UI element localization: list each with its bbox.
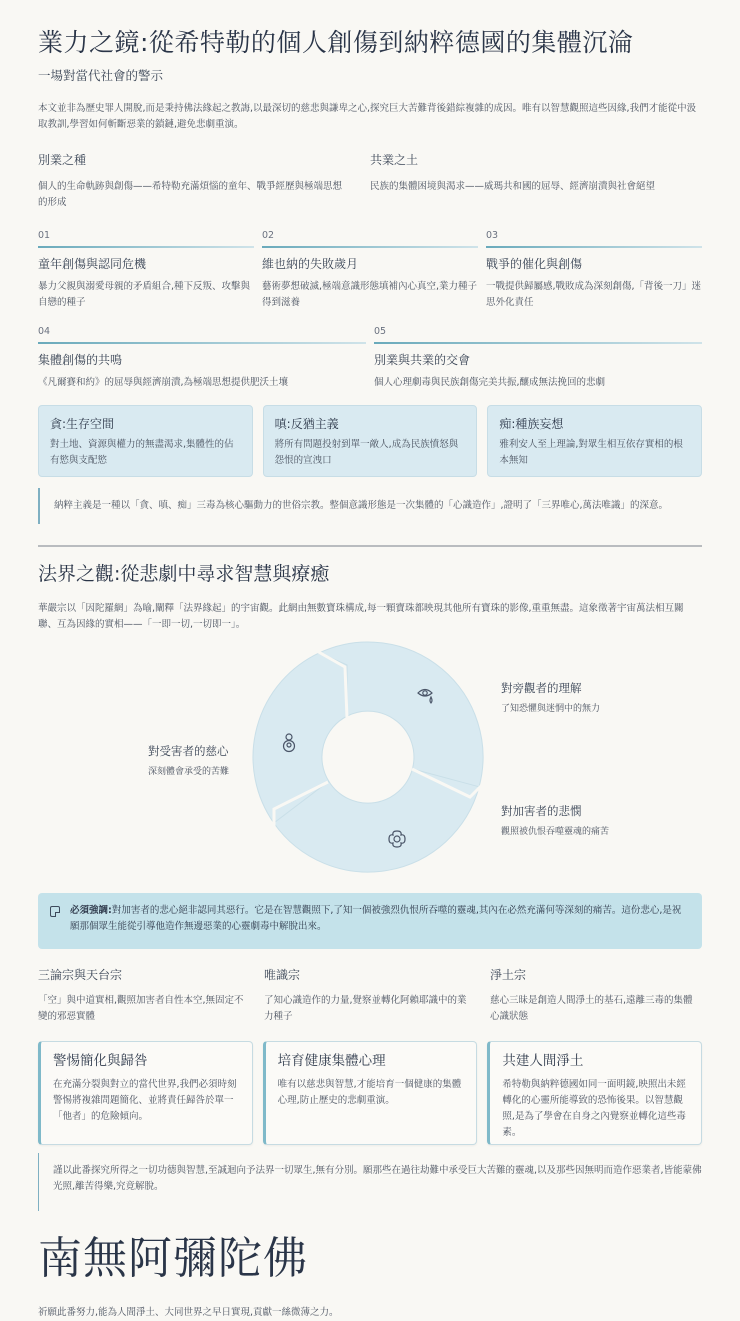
timeline-step: [486, 229, 702, 311]
step-divider: [38, 246, 254, 248]
section-divider: [38, 545, 702, 547]
poison-card-greed: [38, 405, 253, 477]
buddhist-schools: [38, 966, 702, 1025]
compassion-cycle-diagram: [38, 639, 702, 889]
timeline-row-2: [38, 325, 702, 391]
closing-prayer: 祈願此番努力,能為人間淨土、大同世界之早日實現,貢獻一絲微薄之力。: [38, 1307, 339, 1318]
page-subtitle: 一場對當代社會的警示: [38, 68, 164, 83]
timeline-step: [374, 325, 702, 391]
step-number: 05: [374, 326, 387, 337]
cycle-ring: [38, 639, 702, 889]
mother-child-icon: [280, 733, 298, 753]
step-title: 集體創傷的共鳴: [38, 353, 123, 367]
callout-text: [70, 903, 688, 939]
timeline-step: [262, 229, 478, 311]
step-title: 別業與共業的交會: [374, 353, 471, 367]
karma-text: 個人的生命軌跡與創傷——希特勒充滿煩惱的童年、戰爭經歷與極端思想的形成: [38, 181, 343, 208]
karma-title: 共業之土: [370, 153, 419, 167]
segment-text: 深刻體會承受的苦難: [148, 767, 230, 777]
poison-card-ignorance: [487, 405, 702, 477]
karma-collective: [370, 151, 702, 211]
school-item: [490, 966, 702, 1025]
school-item: [38, 966, 250, 1025]
note-icon: [50, 906, 60, 917]
poison-title: 嗔:反猶主義: [274, 417, 339, 431]
action-card: [38, 1041, 253, 1145]
poison-card-anger: [263, 405, 478, 477]
segment-text: 了知恐懼與迷惘中的無力: [501, 704, 601, 714]
step-number: 04: [38, 326, 51, 337]
eye-tear-icon: [416, 686, 438, 706]
timeline-step: [38, 229, 254, 311]
step-divider: [486, 246, 702, 248]
segment-label-victims: [148, 743, 229, 779]
segment-label-bystanders: [501, 680, 600, 716]
school-title: 唯識宗: [264, 968, 301, 982]
karma-types: [38, 151, 702, 211]
namo-amitabha-heading: 南無阿彌陀佛: [38, 1233, 308, 1284]
action-title: 培育健康集體心理: [277, 1053, 386, 1069]
action-title: 共建人間淨土: [502, 1053, 584, 1069]
section-intro: 華嚴宗以「因陀羅網」為喻,闡釋「法界緣起」的宇宙觀。此網由無數寶珠構成,每一顆寶珠都映現其他所有寶珠的影像,重重無盡。這象徵著宇宙萬法相互關聯、互為因緣的實相——「一即一切,一切即一」。: [38, 603, 684, 630]
action-card: [263, 1041, 478, 1145]
step-divider: [262, 246, 478, 248]
action-text: 希特勒與納粹德國如同一面明鏡,映照出未經轉化的心靈所能導致的恐怖後果。以智慧觀照,是為了學會在自身之內覺察並轉化這些毒素。: [502, 1079, 686, 1138]
callout-label: 必須強調:: [70, 905, 112, 916]
poison-text: 將所有問題投射到單一敵人,成為民族憤怒與怨恨的宣洩口: [274, 439, 459, 466]
poison-text: 雅利安人至上理論,對眾生相互依存實相的根本無知: [499, 439, 683, 466]
dedication-quote: 謹以此番探究所得之一切功德與智慧,至誠迴向予法界一切眾生,無有分別。願那些在過往劫難中承受巨大苦難的靈魂,以及那些因無明而造作惡業者,皆能蒙佛光照,離苦得樂,究竟解脫。: [38, 1153, 702, 1211]
action-text: 在充滿分裂與對立的當代世界,我們必須時刻警惕將複雜問題簡化、並將責任歸咎於單一「他者」的危險傾向。: [53, 1079, 237, 1122]
school-title: 淨土宗: [490, 968, 527, 982]
step-title: 戰爭的催化與創傷: [486, 257, 583, 271]
blockquote-ideology: 納粹主義是一種以「貪、嗔、痴」三毒為核心驅動力的世俗宗教。整個意識形態是一次集體的「心識造作」,證明了「三界唯心,萬法唯識」的深意。: [38, 488, 702, 524]
poison-title: 貪:生存空間: [50, 417, 115, 431]
action-card: [487, 1041, 702, 1145]
school-item: [264, 966, 476, 1025]
step-text: 《凡爾賽和約》的屈辱與經濟崩潰,為極端思想提供肥沃土壤: [38, 377, 289, 388]
step-text: 個人心理劇毒與民族創傷完美共振,釀成無法挽回的悲劇: [374, 377, 606, 388]
school-text: 了知心識造作的力量,覺察並轉化阿賴耶識中的業力種子: [264, 995, 467, 1022]
school-text: 慈心三昧是創造人間淨土的基石,遠離三毒的集體心識狀態: [490, 995, 693, 1022]
step-title: 童年創傷與認同危機: [38, 257, 147, 271]
lotus-flower-icon: [387, 829, 407, 849]
step-text: 藝術夢想破滅,極端意識形態填補內心真空,業力種子得到滋養: [262, 281, 478, 308]
step-title: 維也納的失敗歲月: [262, 257, 359, 271]
timeline-step: [38, 325, 366, 391]
segment-title: 對受害者的慈心: [148, 744, 229, 758]
emphasis-callout: [38, 893, 702, 949]
karma-individual: [38, 151, 370, 211]
step-number: 03: [486, 230, 499, 241]
segment-title: 對加害者的悲憫: [501, 804, 582, 818]
segment-label-perpetrators: [501, 803, 609, 839]
poison-title: 痴:種族妄想: [499, 417, 564, 431]
step-text: 暴力父親與溺愛母親的矛盾組合,種下反叛、攻擊與自戀的種子: [38, 281, 251, 308]
three-poisons: [38, 405, 702, 477]
karma-title: 別業之種: [38, 153, 87, 167]
poison-text: 對土地、資源與權力的無盡渴求,集體性的佔有慾與支配慾: [50, 439, 234, 466]
action-title: 警惕簡化與歸咎: [53, 1053, 148, 1069]
section-title: 法界之觀:從悲劇中尋求智慧與療癒: [38, 563, 330, 585]
segment-text: 觀照被仇恨吞噬靈魂的痛苦: [501, 827, 610, 837]
school-title: 三論宗與天台宗: [38, 968, 123, 982]
step-number: 02: [262, 230, 275, 241]
action-text: 唯有以慈悲與智慧,才能培育一個健康的集體心理,防止歷史的悲劇重演。: [277, 1079, 462, 1106]
page-title: 業力之鏡:從希特勒的個人創傷到納粹德國的集體沉淪: [38, 28, 634, 57]
callout-body: 對加害者的悲心絕非認同其惡行。它是在智慧觀照下,了知一個被強烈仇恨所吞噬的靈魂,其內在必然充滿何等深刻的痛苦。這份悲心,是祝願那個眾生能從引導他造作無邊惡業的心靈劇毒中解脫出來。: [70, 905, 682, 932]
intro-paragraph: 本文並非為歷史罪人開脫,而是秉持佛法緣起之教誨,以最深切的慈悲與謙卑之心,探究巨大苦難背後錯綜複雜的成因。唯有以智慧觀照這些因緣,我們才能從中汲取教訓,學習如何斬斷惡業的鎖鏈,避免悲劇重演。: [38, 103, 697, 130]
step-number: 01: [38, 230, 51, 241]
step-divider: [374, 342, 702, 344]
school-text: 「空」與中道實相,觀照加害者自性本空,無固定不變的邪惡實體: [38, 995, 244, 1022]
segment-title: 對旁觀者的理解: [501, 681, 582, 695]
step-text: 一戰提供歸屬感,戰敗成為深刻創傷,「背後一刀」迷思外化責任: [486, 281, 702, 308]
action-cards: [38, 1041, 702, 1145]
timeline-row-1: [38, 229, 702, 311]
karma-text: 民族的集體困境與渴求——威瑪共和國的屈辱、經濟崩潰與社會絕望: [370, 181, 656, 192]
step-divider: [38, 342, 366, 344]
